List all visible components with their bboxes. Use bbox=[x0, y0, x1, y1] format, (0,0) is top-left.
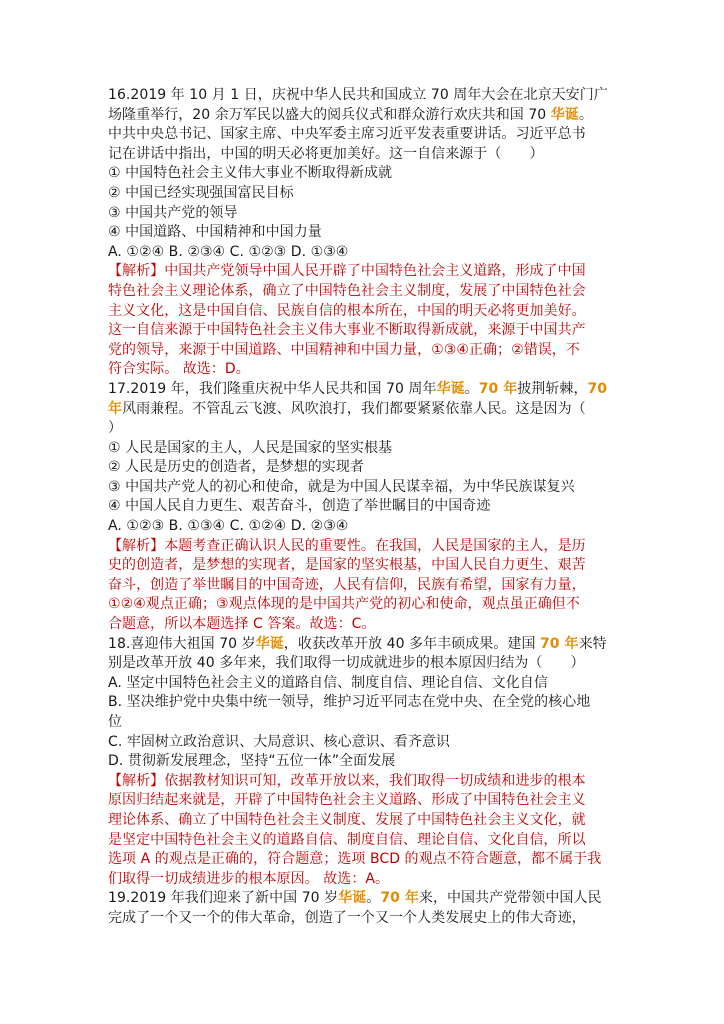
text-line bbox=[108, 184, 620, 204]
body-text: 完成了一个又一个的伟大革命，创造了一个又一个人类发展史上的伟大奇迹， bbox=[108, 909, 586, 926]
text-line bbox=[108, 341, 620, 361]
analysis-text: 党的领导，来源于中国道路、中国精神和中国力量，①③④正确；②错误，不 bbox=[108, 341, 580, 358]
body-text: A. ①②③ B. ①③④ C. ①②④ D. ②③④ bbox=[108, 518, 349, 535]
body-text: B. 坚决维护党中央集中统一领导，维护习近平同志在党中央、在全党的核心地 bbox=[108, 694, 591, 711]
body-text: ） bbox=[108, 420, 123, 437]
body-text: 来，中国共产党带领中国人民 bbox=[418, 890, 602, 907]
text-line bbox=[108, 537, 620, 557]
text-line bbox=[108, 497, 620, 517]
body-text: ③ 中国共产党人的初心和使命，就是为中国人民谋幸福，为中华民族谋复兴 bbox=[108, 478, 575, 495]
body-text: ② 人民是历史的创造者，是梦想的实现者 bbox=[108, 459, 364, 476]
body-text: 17.2019 年，我们隆重庆祝中华人民共和国 70 周年 bbox=[108, 380, 437, 397]
question-block-q16 bbox=[108, 86, 620, 380]
text-line bbox=[108, 752, 620, 772]
text-line bbox=[108, 125, 620, 145]
text-line bbox=[108, 850, 620, 870]
analysis-text: 选项 A 的观点是正确的，符合题意；选项 BCD 的观点不符合题意，都不属于我 bbox=[108, 851, 602, 868]
analysis-text: 这一自信来源于中国特色社会主义伟大事业不断取得新成就，来源于中国共产 bbox=[108, 322, 586, 339]
body-text: C. 牢固树立政治意识、大局意识、核心意识、看齐意识 bbox=[108, 733, 450, 750]
text-line bbox=[108, 86, 620, 106]
text-line bbox=[108, 223, 620, 243]
body-text: 中共中央总书记、国家主席、中央军委主席习近平发表重要讲话。习近平总书 bbox=[108, 126, 586, 143]
highlight-text: 华诞 bbox=[550, 106, 579, 123]
body-text: 风雨兼程。不管乱云飞渡、风吹浪打，我们都要紧紧依靠人民。这是因为（ bbox=[122, 400, 586, 417]
text-line bbox=[108, 419, 620, 439]
body-text: ③ 中国共产党的领导 bbox=[108, 204, 238, 221]
text-line bbox=[108, 204, 620, 224]
highlight-text: 华诞 bbox=[255, 635, 284, 652]
body-text: 来特 bbox=[578, 635, 607, 652]
text-line bbox=[108, 380, 620, 400]
body-text: ② 中国已经实现强国富民目标 bbox=[108, 184, 294, 201]
body-text: ④ 中国道路、中国精神和中国力量 bbox=[108, 224, 322, 241]
text-line bbox=[108, 262, 620, 282]
text-line bbox=[108, 164, 620, 184]
analysis-text: ①②④观点正确；③观点体现的是中国共产党的初心和使命，观点虽正确但不 bbox=[108, 596, 580, 613]
body-text: ④ 中国人民自力更生、艰苦奋斗，创造了举世瞩目的中国奇迹 bbox=[108, 498, 491, 515]
text-line bbox=[108, 145, 620, 165]
text-line bbox=[108, 321, 620, 341]
text-line bbox=[108, 556, 620, 576]
body-text: 。 bbox=[578, 106, 593, 123]
text-line bbox=[108, 909, 620, 929]
body-text: 场隆重举行，20 余万军民以盛大的阅兵仪式和群众游行欢庆共和国 70 bbox=[108, 106, 551, 123]
body-text: 16.2019 年 10 月 1 日，庆祝中华人民共和国成立 70 周年大会在北京天安门广 bbox=[108, 87, 608, 103]
highlight-text: 70 年 bbox=[380, 890, 419, 907]
text-line bbox=[108, 615, 620, 635]
body-text: ，收获改革开放 40 多年丰硕成果。建国 bbox=[283, 635, 541, 652]
text-line bbox=[108, 791, 620, 811]
body-text: 记在讲话中指出，中国的明天必将更加美好。这一自信来源于（ ） bbox=[108, 145, 544, 162]
body-text: 。 bbox=[464, 380, 479, 397]
text-line bbox=[108, 478, 620, 498]
body-text: ① 中国特色社会主义伟大事业不断取得新成就 bbox=[108, 165, 393, 182]
text-line bbox=[108, 458, 620, 478]
body-text: A. ①②④ B. ②③④ C. ①②③ D. ①③④ bbox=[108, 243, 349, 260]
text-line bbox=[108, 243, 620, 263]
text-line bbox=[108, 811, 620, 831]
question-block-q19 bbox=[108, 889, 620, 928]
analysis-text: 们取得一切成绩进步的根本原因。 故选：A。 bbox=[108, 870, 390, 887]
body-text: 。 bbox=[366, 890, 381, 907]
text-line bbox=[108, 106, 620, 126]
highlight-text: 70 年 bbox=[540, 635, 579, 652]
question-block-q17 bbox=[108, 380, 620, 635]
text-line bbox=[108, 831, 620, 851]
text-line bbox=[108, 360, 620, 380]
body-text: D. 贯彻新发展理念，坚持“五位一体”全面发展 bbox=[108, 753, 396, 770]
text-line bbox=[108, 517, 620, 537]
text-line bbox=[108, 870, 620, 890]
text-line bbox=[108, 674, 620, 694]
analysis-text: 奋斗，创造了举世瞩目的中国奇迹，人民有信仰，民族有希望，国家有力量， bbox=[108, 576, 586, 593]
analysis-text: 符合实际。 故选：D。 bbox=[108, 361, 250, 378]
highlight-text: 年 bbox=[108, 400, 123, 417]
analysis-text: 是坚定中国特色社会主义的道路自信、制度自信、理论自信、文化自信，所以 bbox=[108, 831, 586, 848]
text-line bbox=[108, 733, 620, 753]
body-text: A. 坚定中国特色社会主义的道路自信、制度自信、理论自信、文化自信 bbox=[108, 674, 548, 691]
analysis-text: 【解析】中国共产党领导中国人民开辟了中国特色社会主义道路，形成了中国 bbox=[108, 263, 586, 280]
highlight-text: 70 年 bbox=[478, 380, 518, 397]
text-line bbox=[108, 576, 620, 596]
highlight-text: 华诞 bbox=[436, 380, 465, 397]
body-text: ① 人民是国家的主人，人民是国家的坚实根基 bbox=[108, 439, 393, 456]
text-line bbox=[108, 302, 620, 322]
text-line bbox=[108, 654, 620, 674]
analysis-text: 史的创造者，是梦想的实现者，是国家的坚实根基，中国人民自力更生、艰苦 bbox=[108, 557, 586, 574]
analysis-text: 原因归结起来就是，开辟了中国特色社会主义道路、形成了中国特色社会主义 bbox=[108, 792, 586, 809]
body-text: 18.喜迎伟大祖国 70 岁 bbox=[108, 635, 256, 652]
analysis-text: 合题意，所以本题选择 C 答案。故选：C。 bbox=[108, 616, 376, 633]
analysis-text: 特色社会主义理论体系，确立了中国特色社会主义制度，发展了中国特色社会 bbox=[108, 282, 586, 299]
highlight-text: 华诞 bbox=[338, 890, 367, 907]
text-line bbox=[108, 282, 620, 302]
text-line bbox=[108, 889, 620, 909]
text-line bbox=[108, 693, 620, 713]
text-line bbox=[108, 400, 620, 420]
analysis-text: 理论体系、确立了中国特色社会主义制度、发展了中国特色社会主义文化，就 bbox=[108, 811, 586, 828]
text-line bbox=[108, 772, 620, 792]
question-block-q18 bbox=[108, 635, 620, 890]
analysis-text: 主义文化，这是中国自信、民族自信的根本所在，中国的明天必将更加美好。 bbox=[108, 302, 586, 319]
text-line bbox=[108, 713, 620, 733]
body-text: 位 bbox=[108, 714, 123, 730]
analysis-text: 【解析】本题考查正确认识人民的重要性。在我国，人民是国家的主人，是历 bbox=[108, 537, 586, 554]
text-line bbox=[108, 439, 620, 459]
analysis-text: 【解析】依据教材知识可知，改革开放以来，我们取得一切成绩和进步的根本 bbox=[108, 772, 586, 789]
text-line bbox=[108, 635, 620, 655]
document-page bbox=[108, 86, 620, 929]
body-text: 别是改革开放 40 多年来，我们取得一切成就进步的根本原因归结为（ ） bbox=[108, 655, 585, 672]
body-text: 披荆斩棘， bbox=[517, 380, 588, 397]
body-text: 19.2019 年我们迎来了新中国 70 岁 bbox=[108, 890, 339, 907]
highlight-text: 70 bbox=[587, 380, 608, 397]
text-line bbox=[108, 595, 620, 615]
